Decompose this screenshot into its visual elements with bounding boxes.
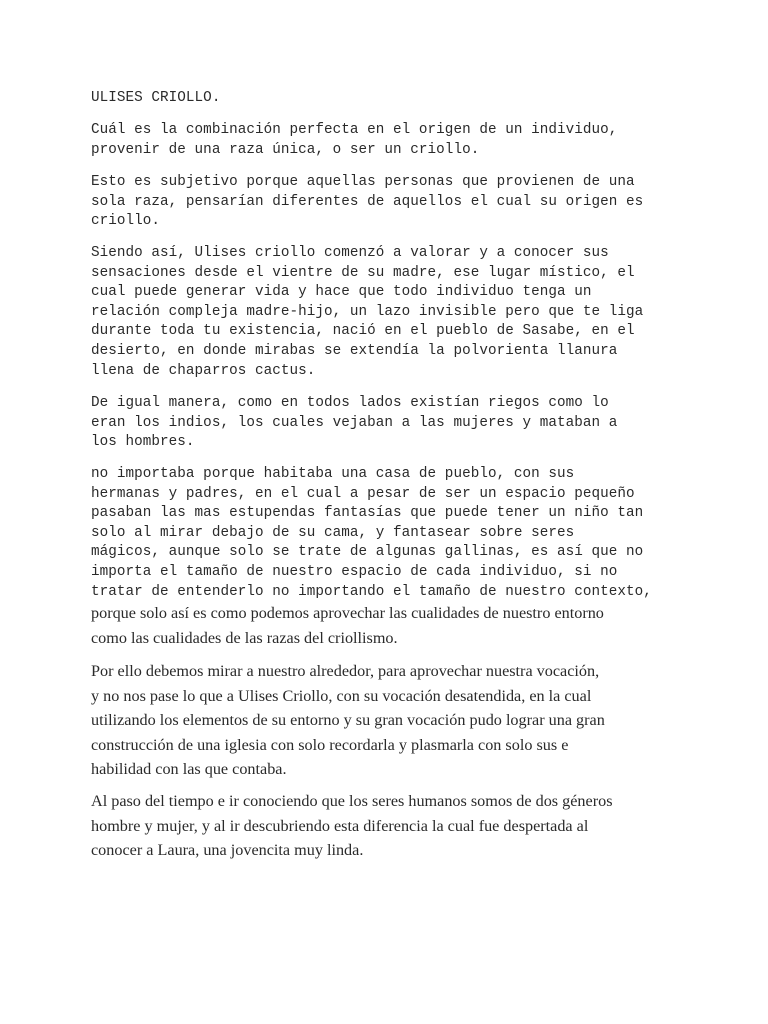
paragraph-origin-question: Cuál es la combinación perfecta en el origen de un individuo, provenir de una raza única, o ser un criollo. bbox=[91, 122, 618, 158]
document-title: ULISES CRIOLLO. bbox=[91, 90, 221, 106]
paragraph-laura: Al paso del tiempo e ir conociendo que los seres humanos somos de dos géneros hombre y mujer, y al ir descubriendo esta diferencia la cual fue despertada al conocer a Laura, una jovencita muy linda. bbox=[91, 792, 613, 860]
paragraph-birth: Siendo así, Ulises criollo comenzó a valorar y a conocer sus sensaciones desde el vientre de su madre, ese lugar místico, el cual puede generar vida y hace que todo individuo tenga un relación compleja madre-hijo, un lazo invisible pero que te liga durante toda tu existencia, nació en el pueblo de Sasabe, en el desierto, en donde mirabas se extendía la polvorienta llanura llena de chaparros cactus. bbox=[91, 245, 644, 379]
paragraph-subjective: Esto es subjetivo porque aquellas personas que provienen de una sola raza, pensarían diferentes de aquellos el cual su origen es criollo. bbox=[91, 174, 644, 230]
paragraph-vocation: Por ello debemos mirar a nuestro alrededor, para aprovechar nuestra vocación, y no nos pase lo que a Ulises Criollo, con su vocación desatendida, en la cual utilizando los elementos de su entorno y su gran vocación pudo lograr una gran construcción de una iglesia con solo recordarla y plasmarla con solo sus e habilidad con las que contaba. bbox=[91, 662, 605, 779]
paragraph-risks: De igual manera, como en todos lados existían riegos como lo eran los indios, los cuales vejaban a las mujeres y mataban a los hombres. bbox=[91, 395, 618, 451]
paragraph-house-mono: no importaba porque habitaba una casa de pueblo, con sus hermanas y padres, en el cual a pesar de ser un espacio pequeño pasaban las mas estupendas fantasías que puede tener un niño tan solo al mirar debajo de su cama, y fantasear sobre seres mágicos, aunque solo se trate de algunas gallinas, es así que no importa el tamaño de nuestro espacio de cada individuo, si no tratar de entenderlo no importando el tamaño de nuestro contexto, bbox=[91, 466, 652, 600]
paragraph-house-serif: porque solo así es como podemos aprovechar las cualidades de nuestro entorno como las cualidades de las razas del criollismo. bbox=[91, 604, 604, 647]
